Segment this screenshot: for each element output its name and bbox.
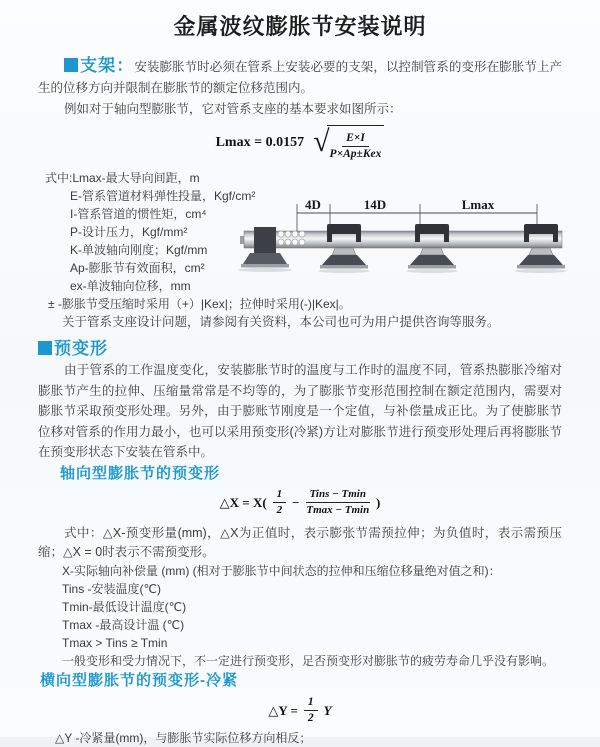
sqrt-radical [310,125,384,161]
definition-line: I-管系管道的惯性矩，cm⁴ [70,207,207,221]
definition-line: 式中:Lmax-最大导向间距，m [45,171,200,185]
frac-numerator: 1 [304,696,318,711]
axial-formula-rhs: ) [375,494,381,510]
section-square-icon [38,341,52,355]
dim-label-4d: 4D [305,197,321,212]
definition-line: Ap-膨胀节有效面积，cm² [70,261,205,275]
minus-sign: − [292,494,300,510]
axial-subheading: 轴向型膨胀节的预变形 [60,464,221,482]
frac-denominator: 2 [276,504,283,516]
support-note-text: 关于管系支座设计问题，请参阅有关资料，本公司也可为用户提供咨询等服务。 [62,315,500,329]
support-intro-text: 安装膨胀节时必须在管系上安装必要的支架，以控制管系的变形在膨胀节上产生的位移方向并限制在膨胀节的额定位移范围内。 [38,60,562,95]
axial-formula-lhs: △X = X( [219,494,267,510]
dim-label-14d: 14D [363,197,387,212]
definitions-and-diagram [38,169,562,331]
pipe-support-diagram [240,193,570,285]
axial-explain-text: 式中：△X-预变形量(mm)，△X为正值时，表示膨张节需预拉伸；为负值时，表示需预压缩；△X = 0时表示不需预变形。 [38,525,562,559]
fraction-half [304,696,318,725]
definition-line: ± -膨胀节受压缩时采用（+）|Kex|；拉伸时采用(-)|Kex|。 [48,297,351,311]
frac-denominator: Tmax − Tmin [306,504,370,516]
axial-item: Tmin-最低设计温度(℃) [62,599,187,614]
definition-line: P-设计压力，Kgf/mm² [70,225,188,239]
support-example-text: 例如对于轴向型膨胀节，它对管系支座的基本要求如图所示： [64,102,402,116]
lateral-subheading: 横向型膨胀节的预变形-冷紧 [40,671,238,689]
lmax-formula-denominator: P×Ap±Kex [329,148,382,160]
lateral-explain-text: △Y -冷紧量(mm)，与膨胀节实际位移方向相反； [55,730,312,745]
support-intro-paragraph [38,55,562,99]
section-square-icon [64,58,78,72]
lateral-formula-lhs: △Y = [268,702,298,718]
dim-label-lmax: Lmax [461,197,495,212]
frac-denominator: 2 [307,712,314,724]
axial-item: X-实际轴向补偿量 (mm) (相对于膨胀节中间状态的拉伸和压缩位移量绝对值之和)： [62,563,501,578]
axial-formula [38,487,562,519]
lmax-formula-lhs: Lmax = 0.0157 [215,135,305,150]
predeform-section-heading [38,339,562,358]
content-area [0,55,600,747]
definition-line: ex-单波轴向位移，mm [70,279,191,293]
fraction-half [273,488,287,516]
fraction-temperature [306,488,370,516]
definition-line: K-单波轴向刚度；Kgf/mm [70,243,208,257]
axial-item: Tmax > Tins ≥ Tmin [62,635,168,650]
frac-numerator: Tins − Tmin [306,488,370,503]
radical-sign-icon: √ [313,124,330,158]
support-section-heading: 支架： [80,56,135,75]
page-title: 金属波纹膨胀节安装说明 [173,14,427,39]
definition-line: E-管系管道材料弹性投量，Kgf/cm² [70,189,256,203]
frac-numerator: 1 [273,488,287,503]
predeform-heading-text: 预变形 [54,339,108,358]
axial-item: 一般变形和受力情况下，不一定进行预变形，足否预变形对膨胀节的疲劳寿命几乎没有影响。 [62,653,555,668]
lmax-formula [38,125,562,161]
axial-item: Tmax -最高设计温 (℃) [62,617,185,632]
lateral-formula [38,696,562,726]
axial-item: Tins -安装温度(℃) [62,581,162,596]
lateral-formula-rhs: Y [323,702,332,718]
predeform-body-text: 由于管系的工作温度变化，安装膨胀节时的温度与工作时的温度不同，管系热膨胀冷缩对膨胀节产生的拉伸、压缩量常常是不均等的，为了膨胀节变形范围控制在额定范围内，需要对膨胀节采取预变形处理。另外，由于膨账节刚度是一个定值，与补偿量成正比。为了使膨胀节位移对管系的作用力最小，也可以采用预变形(冷紧)方让对膨胀节进行预变形处理后再将膨胀节在预变形状态下安装在管系中。 [38,363,562,459]
lmax-formula-numerator: E×I [342,132,369,147]
